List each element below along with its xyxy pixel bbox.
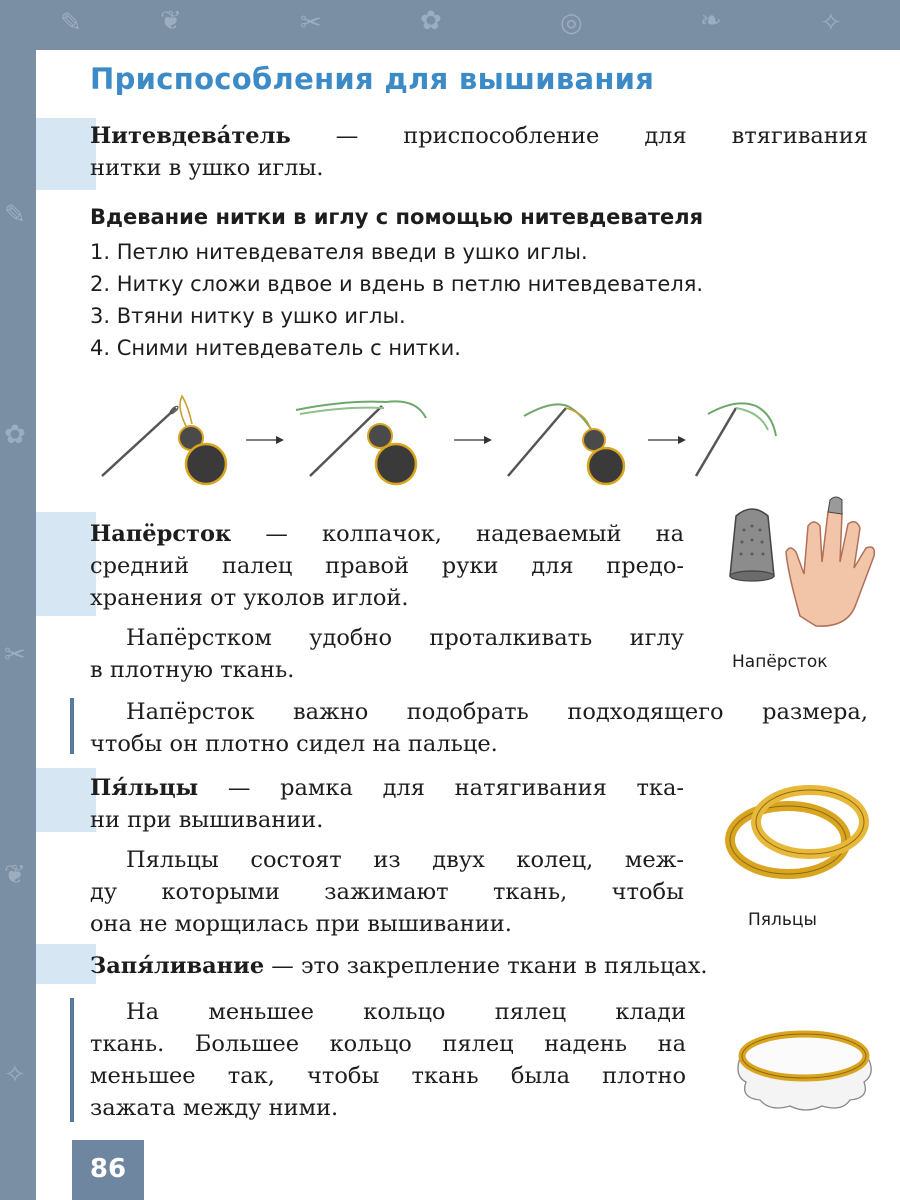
hooping-illustration: [730, 1016, 880, 1116]
hooping-text: На меньшее кольцо пялец клади: [126, 999, 686, 1025]
leaf-icon: ❦: [4, 860, 26, 890]
scissors-icon: ✂: [4, 640, 26, 670]
left-decorative-band: [0, 0, 36, 1200]
threader-term: Нитевдева́тель: [90, 123, 291, 149]
thimble-illustration: [716, 496, 896, 636]
hoop-term: Пя́льцы: [90, 775, 199, 801]
hooping-term: Запя́ливание: [90, 953, 265, 979]
highlight-strip: [36, 944, 96, 984]
arrow-icon: [276, 436, 284, 444]
hoop-definition-text: — рамка для натягивания тка-: [227, 775, 684, 801]
threading-heading: Вдевание нитки в иглу с помощью нитевдевателя: [90, 205, 704, 229]
thimble-definition-line2: средний палец правой руки для предо-: [90, 553, 684, 579]
thimble-size-note-line2: чтобы он плотно сидел на пальце.: [90, 731, 498, 757]
hoop-description: Пяльцы состоят из двух колец, меж-: [126, 847, 684, 873]
page-number: 86: [72, 1140, 144, 1200]
hoop-definition: [90, 772, 684, 804]
star-icon: ✧: [820, 8, 842, 38]
highlight-strip: [36, 768, 96, 832]
spool-icon: ◎: [560, 8, 583, 38]
hooping-text-line3: меньшее так, чтобы ткань была плотно: [90, 1063, 686, 1089]
pencil-icon: ✎: [60, 8, 82, 38]
thimble-caption: Напёрсток: [732, 652, 828, 672]
step-item: 3. Втяни нитку в ушко иглы.: [90, 304, 406, 328]
top-decorative-band: [0, 0, 900, 52]
hoop-description-line3: она не морщилась при вышивании.: [90, 911, 512, 937]
thimble-usage: Напёрстком удобно проталкивать иглу: [126, 625, 684, 651]
hooping-definition-text: — это закрепление ткани в пяльцах.: [271, 953, 708, 979]
thimble-definition-line3: хранения от уколов иглой.: [90, 585, 409, 611]
thimble-usage-line2: в плотную ткань.: [90, 657, 295, 683]
threader-step-1: [102, 396, 226, 484]
arrow-icon: [484, 436, 492, 444]
hooping-text-line2: ткань. Большее кольцо пялец надень на: [90, 1031, 686, 1057]
leaf-icon: ❧: [700, 6, 722, 36]
page-title: Приспособления для вышивания: [90, 62, 655, 96]
arrow-icon: [678, 436, 686, 444]
flower-icon: ✿: [4, 420, 26, 450]
threader-definition: [90, 120, 868, 152]
threader-step-2: [296, 401, 426, 484]
scissors-icon: ✂: [300, 8, 322, 38]
thimble-size-note: Напёрсток важно подобрать подходящего размера,: [126, 699, 868, 725]
pencil-icon: ✎: [4, 200, 26, 230]
step-item: 2. Нитку сложи вдвое и вдень в петлю нитевдевателя.: [90, 272, 704, 296]
thimble-definition-text: — колпачок, надеваемый на: [265, 521, 684, 547]
hooping-text-line4: зажата между ними.: [90, 1095, 339, 1121]
highlight-strip: [36, 512, 96, 616]
threader-definition-line2: нитки в ушко иглы.: [90, 155, 324, 181]
threading-illustration: [96, 378, 796, 498]
hooping-definition: [90, 950, 708, 982]
threader-step-3: [508, 404, 624, 484]
thimble-term: Напёрсток: [90, 521, 232, 547]
step-item: 4. Сними нитевдеватель с нитки.: [90, 336, 461, 360]
hand-icon: [786, 508, 874, 626]
flower-icon: ✿: [420, 6, 442, 36]
highlight-strip: [36, 118, 96, 190]
hoop-illustration: [724, 774, 874, 890]
star-icon: ✧: [4, 1060, 26, 1090]
step-item: 1. Петлю нитевдевателя введи в ушко иглы.: [90, 240, 588, 264]
note-bar: [70, 998, 74, 1122]
hoop-caption: Пяльцы: [748, 910, 817, 930]
hoop-description-line2: ду которыми зажимают ткань, чтобы: [90, 879, 684, 905]
thimble-icon: [730, 509, 774, 576]
leaf-icon: ❦: [160, 6, 182, 36]
threader-definition-text: — приспособление для втягивания: [335, 123, 868, 149]
note-bar: [70, 698, 74, 754]
threading-steps: [90, 236, 703, 364]
threader-step-4: [696, 403, 776, 476]
thimble-definition: [90, 518, 684, 550]
hoop-definition-line2: ни при вышивании.: [90, 807, 324, 833]
